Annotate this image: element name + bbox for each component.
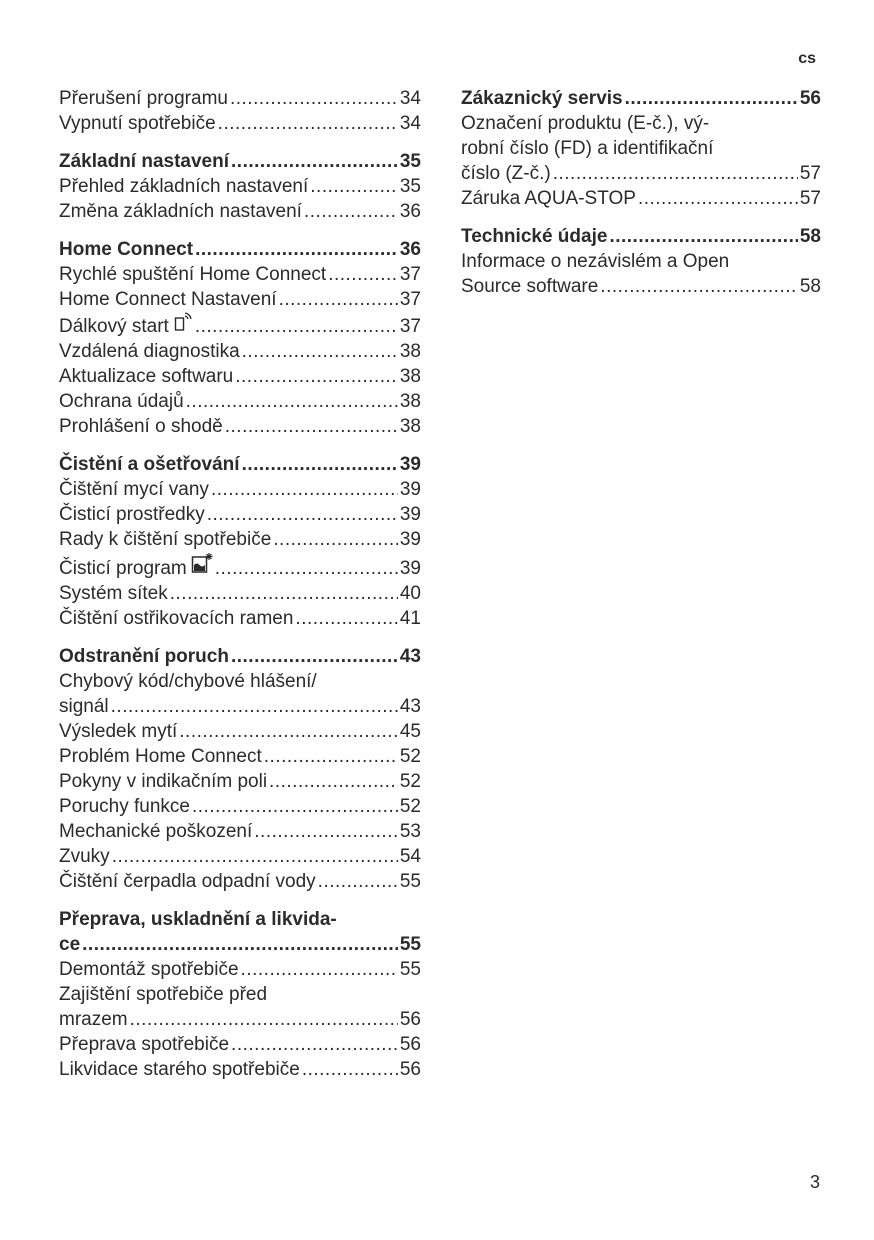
dot-leader: [242, 452, 398, 477]
toc-page-number: 57: [799, 188, 821, 209]
toc-entry-vzdalena-diagnostika[interactable]: [59, 339, 421, 364]
toc-entry-title: Čištění čerpadla odpadní vody: [59, 871, 316, 892]
toc-entry-title: Mechanické poškození: [59, 821, 253, 842]
toc-entry-mechanicke-poskozeni[interactable]: [59, 819, 421, 844]
toc-page-number: 58: [799, 276, 821, 297]
toc-entry-mrazem[interactable]: [59, 982, 421, 1032]
toc-entry-title: Zákaznický servis: [461, 88, 623, 109]
toc-section: [59, 644, 421, 894]
toc-entry-title-line: Informace o nezávislém a Open: [461, 251, 730, 272]
toc-entry-title-line: Označení produktu (E-č.), vý-: [461, 113, 710, 134]
toc-page-number: 55: [399, 934, 421, 955]
toc-entry-preprava-spotrebice[interactable]: [59, 1032, 421, 1057]
dot-leader: [192, 794, 398, 819]
remote-start-icon: [173, 312, 193, 339]
dot-leader: [302, 1057, 398, 1082]
toc-page-number: 34: [399, 88, 421, 109]
toc-entry-title: Likvidace starého spotřebiče: [59, 1059, 300, 1080]
toc-entry-cisteni-cerpadla-odpadni-vody[interactable]: [59, 869, 421, 894]
toc-page-number: 39: [399, 454, 421, 475]
toc-entry-ochrana-udaju[interactable]: [59, 389, 421, 414]
toc-left-column: [59, 86, 421, 1095]
toc-page-number: 57: [799, 163, 821, 184]
toc-entry-title-line: Zajištění spotřebiče před: [59, 984, 268, 1005]
toc-entry-demontaz-spotrebice[interactable]: [59, 957, 421, 982]
page-number: 3: [809, 1172, 820, 1192]
toc-entry-home-connect-nastaveni[interactable]: [59, 287, 421, 312]
toc-entry-likvidace-stareho-spotrebice[interactable]: [59, 1057, 421, 1082]
toc-entry-rady-k-cisteni-spotrebice[interactable]: [59, 527, 421, 552]
dot-leader: [225, 414, 398, 439]
dot-leader: [179, 719, 398, 744]
toc-page-number: 43: [399, 646, 421, 667]
dot-leader: [553, 161, 798, 186]
dot-leader: [318, 869, 398, 894]
dot-leader: [82, 932, 398, 957]
toc-page-number: 56: [399, 1059, 421, 1080]
toc-entry-title: Přehled základních nastavení: [59, 176, 309, 197]
dot-leader: [600, 274, 798, 299]
toc-entry-cislo-z-c[interactable]: [461, 111, 821, 186]
dot-leader: [242, 339, 398, 364]
toc-entry-title: Home Connect Nastavení: [59, 289, 277, 310]
dot-leader: [207, 502, 398, 527]
dot-leader: [310, 174, 398, 199]
toc-entry-title: Čistění a ošetřování: [59, 454, 240, 475]
toc-entry-title: Čisticí program: [59, 558, 187, 579]
toc-page-number: 39: [399, 529, 421, 550]
toc-heading-ce[interactable]: [59, 907, 421, 957]
toc-page-number: 37: [399, 289, 421, 310]
toc-page-number: 56: [399, 1009, 421, 1030]
toc-entry-pokyny-v-indikacnim-poli[interactable]: [59, 769, 421, 794]
toc-entry-vysledek-myti[interactable]: [59, 719, 421, 744]
toc-entry-title: Výsledek mytí: [59, 721, 178, 742]
dot-leader: [273, 527, 398, 552]
toc-entry-prehled-zakladnich-nastaveni[interactable]: [59, 174, 421, 199]
toc-entry-title: Přerušení programu: [59, 88, 228, 109]
toc-entry-title-line: robní číslo (FD) a identifikační: [461, 138, 714, 159]
dot-leader: [625, 86, 798, 111]
toc-page-number: 35: [399, 151, 421, 172]
toc-entry-title: Problém Home Connect: [59, 746, 262, 767]
toc-entry-system-sitek[interactable]: [59, 581, 421, 606]
toc-entry-title: Dálkový start: [59, 316, 169, 337]
dot-leader: [254, 819, 398, 844]
toc-page-number: 55: [399, 959, 421, 980]
toc-heading-cisteni-a-osetrovani[interactable]: [59, 452, 421, 477]
toc-section: [59, 149, 421, 224]
toc-heading-technicke-udaje[interactable]: [461, 224, 821, 249]
dot-leader: [304, 199, 398, 224]
toc-page-number: 34: [399, 113, 421, 134]
toc-entry-zaruka-aqua-stop[interactable]: [461, 186, 821, 211]
dot-leader: [295, 606, 397, 631]
toc-entry-signal[interactable]: [59, 669, 421, 719]
toc-entry-preruseni-programu[interactable]: [59, 86, 421, 111]
toc-page-number: 55: [399, 871, 421, 892]
toc-entry-source-software[interactable]: [461, 249, 821, 299]
toc-entry-cisteni-myci-vany[interactable]: [59, 477, 421, 502]
toc-entry-title: Změna základních nastavení: [59, 201, 302, 222]
toc-entry-title: mrazem: [59, 1009, 128, 1030]
toc-section: [59, 452, 421, 631]
toc-entry-title: Prohlášení o shodě: [59, 416, 223, 437]
toc-page-number: 36: [399, 239, 421, 260]
toc-entry-cisteni-ostrikovacich-ramen[interactable]: [59, 606, 421, 631]
toc-entry-aktualizace-softwaru[interactable]: [59, 364, 421, 389]
cleaning-program-icon: [191, 552, 213, 581]
toc-entry-problem-home-connect[interactable]: [59, 744, 421, 769]
dot-leader: [186, 389, 398, 414]
toc-page-number: 38: [399, 416, 421, 437]
toc-page-number: 41: [399, 608, 421, 629]
toc-heading-zakaznicky-servis[interactable]: [461, 86, 821, 111]
toc-entry-title: Záruka AQUA-STOP: [461, 188, 636, 209]
toc-entry-title: Čisticí prostředky: [59, 504, 205, 525]
dot-leader: [241, 957, 398, 982]
toc-section: [59, 86, 421, 136]
toc-entry-title: Čištění ostřikovacích ramen: [59, 608, 294, 629]
dot-leader: [211, 477, 398, 502]
toc-entry-title-line: Chybový kód/chybové hlášení/: [59, 671, 317, 692]
language-code: cs: [798, 50, 816, 67]
toc-entry-title: Zvuky: [59, 846, 110, 867]
toc-page-number: 45: [399, 721, 421, 742]
dot-leader: [279, 287, 398, 312]
toc-page-number: 56: [799, 88, 821, 109]
toc-entry-poruchy-funkce[interactable]: [59, 794, 421, 819]
dot-leader: [111, 694, 398, 719]
toc-heading-zakladni-nastaveni[interactable]: [59, 149, 421, 174]
toc-entry-title: Rychlé spuštění Home Connect: [59, 264, 327, 285]
toc-section: [59, 237, 421, 439]
toc-section: [59, 907, 421, 1082]
toc-entry-title: Čištění mycí vany: [59, 479, 209, 500]
dot-leader: [170, 581, 398, 606]
toc-page-number: 36: [399, 201, 421, 222]
toc-page-number: 38: [399, 341, 421, 362]
toc-entry-title: Poruchy funkce: [59, 796, 190, 817]
toc-entry-dalkovy-start[interactable]: [59, 312, 421, 339]
toc-page-number: 52: [399, 771, 421, 792]
toc-entry-title: Home Connect: [59, 239, 194, 260]
toc-entry-title-line: Přeprava, uskladnění a likvida-: [59, 909, 337, 930]
toc-page-number: 37: [399, 264, 421, 285]
toc-entry-cistici-program[interactable]: [59, 552, 421, 581]
toc-page-number: 56: [399, 1034, 421, 1055]
toc-right-column: [461, 86, 821, 312]
toc-entry-title: Ochrana údajů: [59, 391, 184, 412]
toc-page-number: 58: [799, 226, 821, 247]
toc-page-number: 54: [399, 846, 421, 867]
dot-leader: [215, 556, 398, 581]
toc-page-number: 43: [399, 696, 421, 717]
dot-leader: [130, 1007, 398, 1032]
dot-leader: [231, 1032, 398, 1057]
dot-leader: [269, 769, 398, 794]
toc-entry-title: Rady k čištění spotřebiče: [59, 529, 272, 550]
toc-page-number: 40: [399, 583, 421, 604]
dot-leader: [218, 111, 398, 136]
toc-heading-odstraneni-poruch[interactable]: [59, 644, 421, 669]
toc-heading-home-connect[interactable]: [59, 237, 421, 262]
toc-page-number: 53: [399, 821, 421, 842]
toc-entry-zmena-zakladnich-nastaveni[interactable]: [59, 199, 421, 224]
toc-page-number: 35: [399, 176, 421, 197]
toc-entry-title: ce: [59, 934, 81, 955]
dot-leader: [230, 86, 398, 111]
toc-entry-cistici-prostredky[interactable]: [59, 502, 421, 527]
dot-leader: [609, 224, 797, 249]
dot-leader: [195, 314, 398, 339]
toc-section: [461, 224, 821, 299]
toc-entry-title: Source software: [461, 276, 599, 297]
toc-entry-title: Systém sítek: [59, 583, 168, 604]
toc-section: [461, 86, 821, 211]
toc-page-number: 39: [399, 558, 421, 579]
toc-page-number: 37: [399, 316, 421, 337]
toc-page-number: 39: [399, 504, 421, 525]
toc-entry-title: Pokyny v indikačním poli: [59, 771, 268, 792]
toc-entry-title: signál: [59, 696, 109, 717]
dot-leader: [235, 364, 398, 389]
toc-page-number: 52: [399, 746, 421, 767]
toc-entry-title: Přeprava spotřebiče: [59, 1034, 230, 1055]
toc-entry-title: Technické údaje: [461, 226, 608, 247]
toc-entry-title: Vypnutí spotřebiče: [59, 113, 216, 134]
dot-leader: [231, 149, 398, 174]
dot-leader: [195, 237, 398, 262]
dot-leader: [112, 844, 398, 869]
dot-leader: [328, 262, 398, 287]
toc-entry-zvuky[interactable]: [59, 844, 421, 869]
toc-entry-rychle-spusteni-home-connect[interactable]: [59, 262, 421, 287]
toc-entry-title: Vzdálená diagnostika: [59, 341, 240, 362]
dot-leader: [231, 644, 398, 669]
toc-entry-vypnuti-spotrebice[interactable]: [59, 111, 421, 136]
toc-page-number: 38: [399, 391, 421, 412]
toc-entry-prohlaseni-o-shode[interactable]: [59, 414, 421, 439]
dot-leader: [264, 744, 398, 769]
toc-entry-title: Demontáž spotřebiče: [59, 959, 239, 980]
dot-leader: [638, 186, 798, 211]
toc-entry-title: Odstranění poruch: [59, 646, 229, 667]
toc-entry-title: Základní nastavení: [59, 151, 230, 172]
toc-page-number: 52: [399, 796, 421, 817]
toc-entry-title: číslo (Z-č.): [461, 163, 551, 184]
toc-page-number: 38: [399, 366, 421, 387]
toc-entry-title: Aktualizace softwaru: [59, 366, 234, 387]
toc-page-number: 39: [399, 479, 421, 500]
